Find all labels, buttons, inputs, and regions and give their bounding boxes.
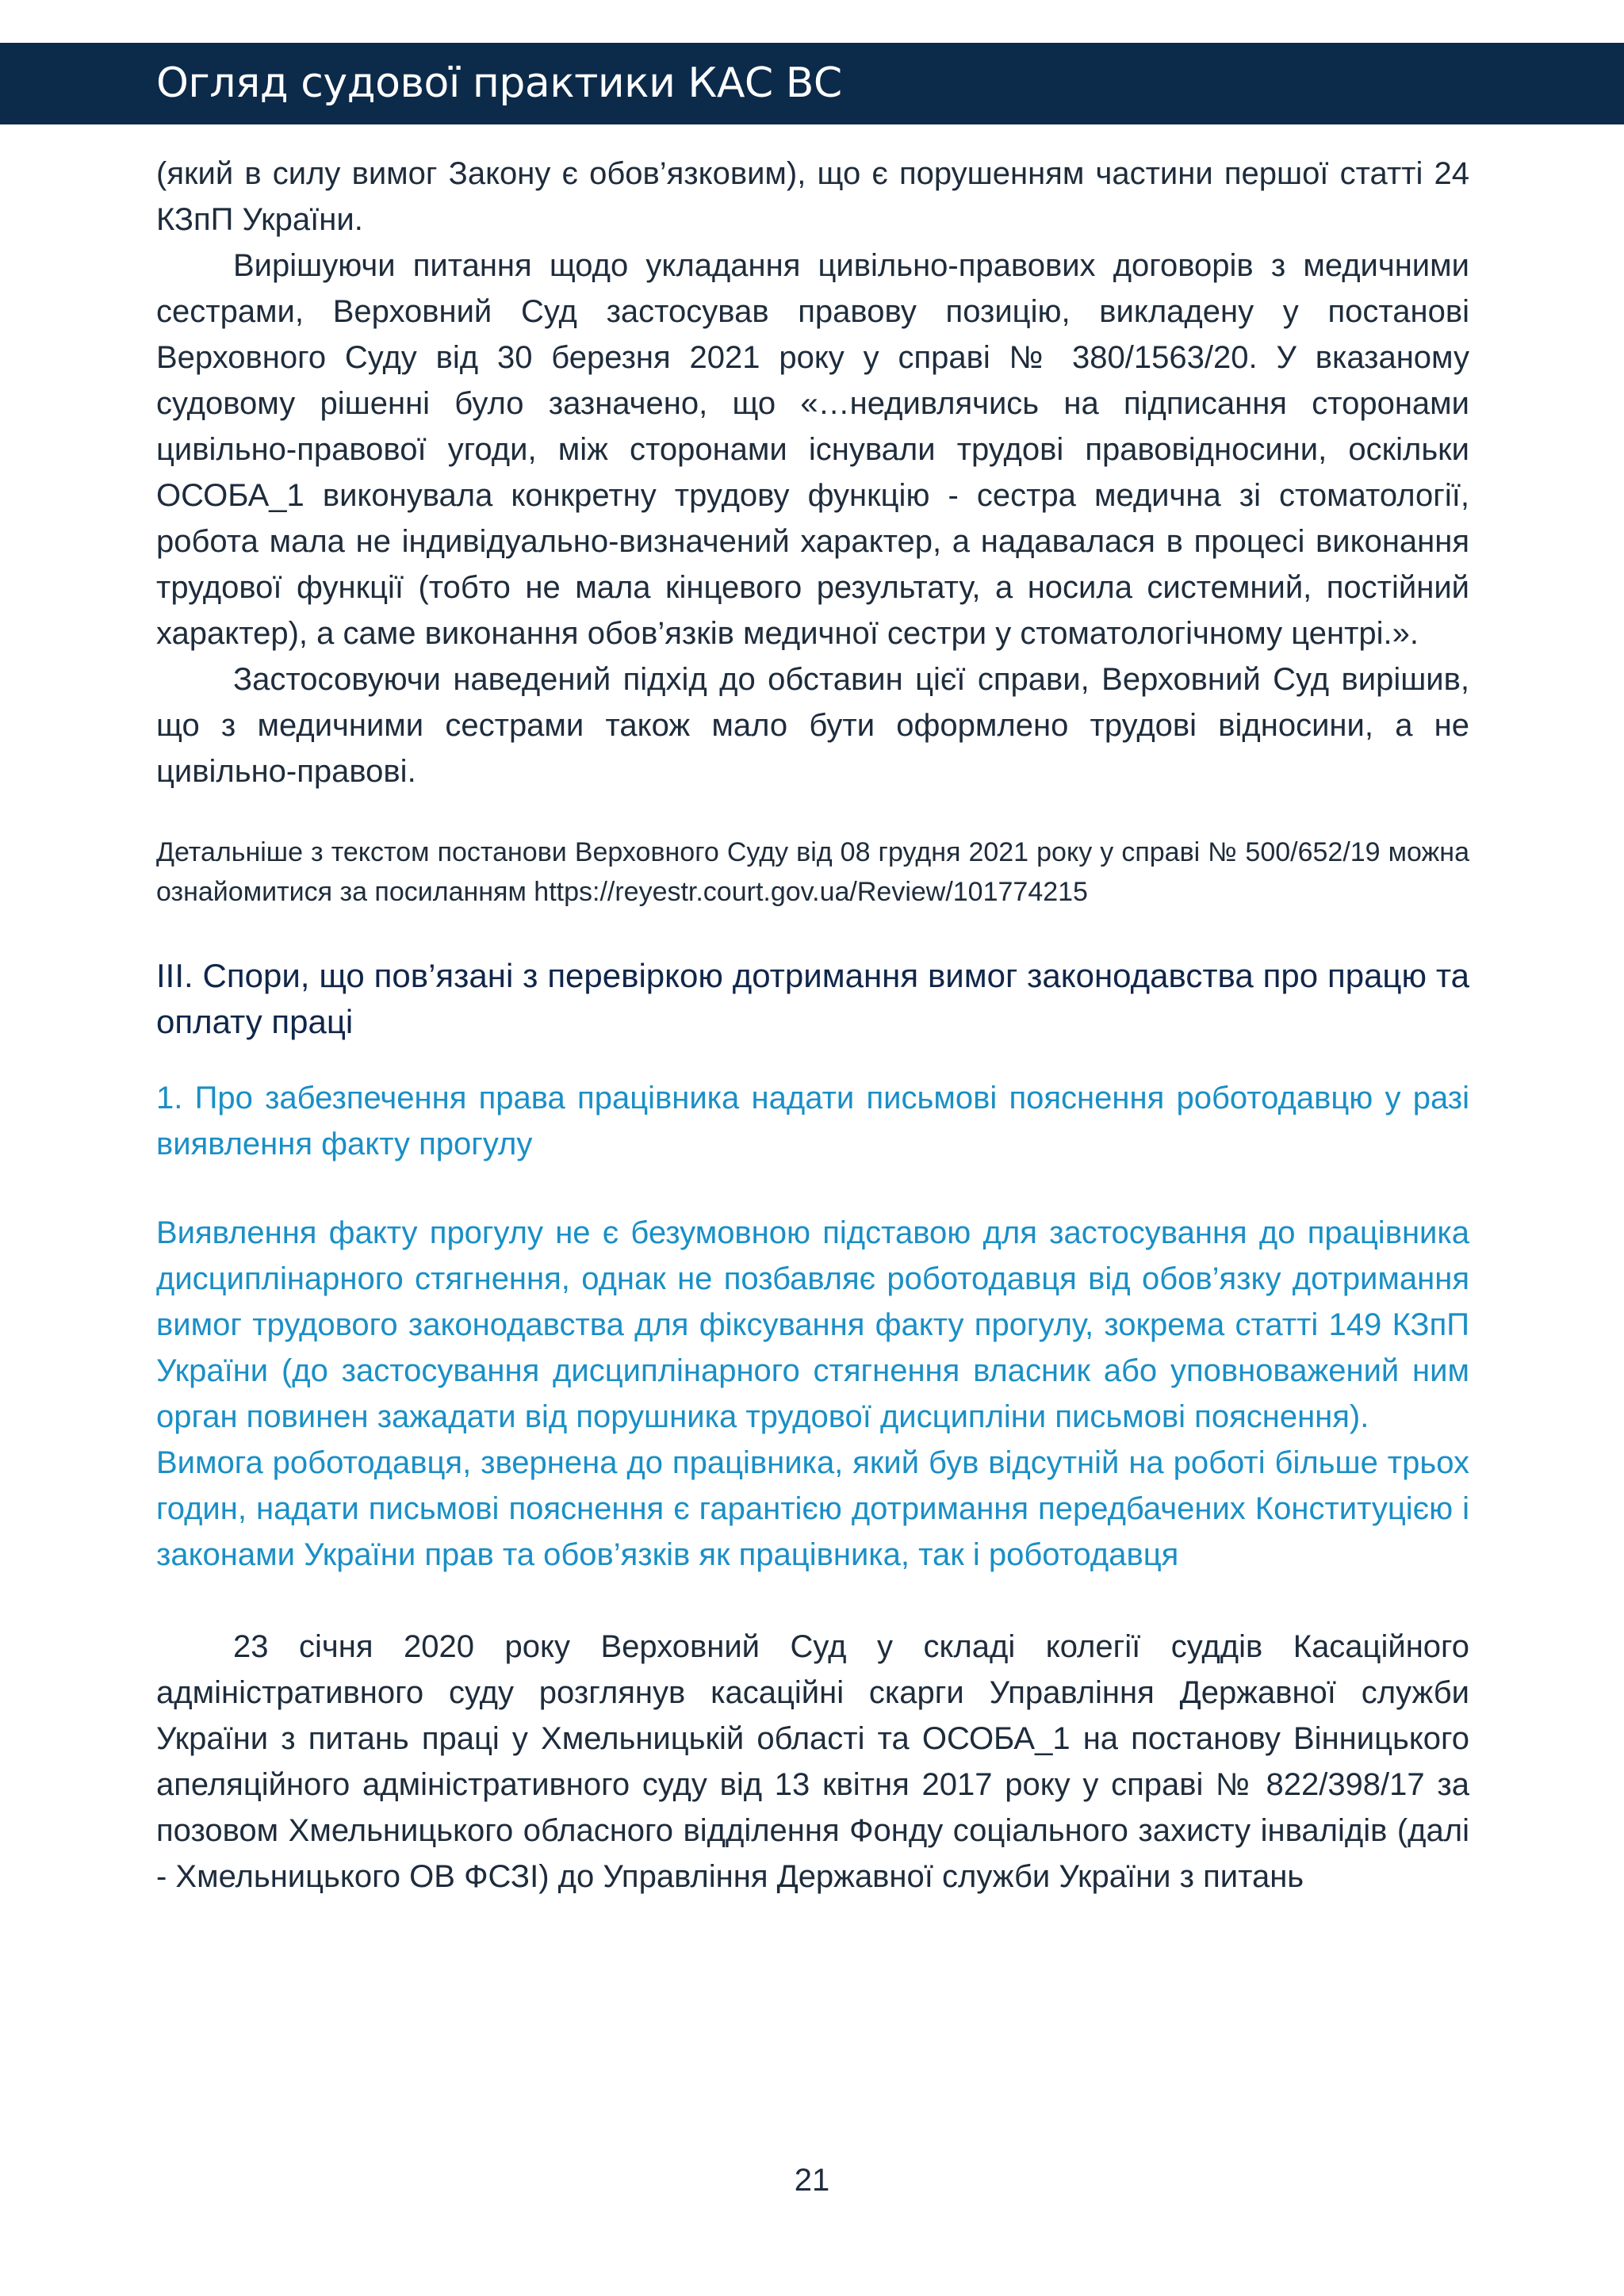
section-heading: ІІІ. Спори, що пов’язані з перевіркою дотримання вимог законодавства про працю та оплату праці xyxy=(156,957,1469,1040)
header-bar xyxy=(0,43,1624,124)
paragraph-continuation: (який в силу вимог Закону є обов’язковим), що є порушенням частини першої статті 24 КЗпП України. xyxy=(156,156,1469,237)
paragraph-legal-position: Вирішуючи питання щодо укладання цивільно-правових договорів з медичними сестрами, Верховний Суд застосував правову позицію, викладену у постанові Верховного Суду від 30 березня 2021 року у справі № 380/1563/20. У вказаному судовому рішенні було зазначено, що «…недивлячись на підписання сторонами цивільно-правової угоди, між сторонами існували трудові правовідносини, оскільки ОСОБА_1 виконувала конкретну трудову функцію - сестра медична зі стоматології, робота мала не індивідуально-визначений характер, а надавалася в процесі виконання трудової функції (тобто не мала кінцевого результату, а носила системний, постійний характер), а саме виконання обов’язків медичної сестри у стоматологічному центрі.». xyxy=(156,248,1469,651)
page-number: 21 xyxy=(794,2163,830,2198)
header-title: Огляд судової практики КАС ВС xyxy=(156,59,842,107)
paragraph-conclusion: Застосовуючи наведений підхід до обставин цієї справи, Верховний Суд вирішив, що з медичними сестрами також мало бути оформлено трудові відносини, а не цивільно-правові. xyxy=(156,662,1469,789)
case-description xyxy=(156,1624,1469,1900)
thesis-block xyxy=(156,1210,1469,1578)
subsection-heading: 1. Про забезпечення права працівника надати письмові пояснення роботодавцю у разі виявлення факту прогулу xyxy=(156,1081,1469,1161)
paragraph-case-facts: 23 січня 2020 року Верховний Суд у складі колегії суддів Касаційного адміністративного суду розглянув касаційні скарги Управління Державної служби України з питань праці у Хмельницькій області та ОСОБА_1 на постанову Вінницького апеляційного адміністративного суду від 13 квітня 2017 року у справі № 822/398/17 за позовом Хмельницького обласного відділення Фонду соціального захисту інвалідів (далі - Хмельницького ОВ ФСЗІ) до Управління Державної служби України з питань xyxy=(156,1629,1469,1894)
thesis-paragraph-2: Вимога роботодавця, звернена до працівника, який був відсутній на роботі більше трьох годин, надати письмові пояснення є гарантією дотримання передбачених Конституцією і законами України прав та обов’язків як працівника, так і роботодавця xyxy=(156,1445,1469,1572)
thesis-paragraph-1: Виявлення факту прогулу не є безумовною підставою для застосування до працівника дисциплінарного стягнення, однак не позбавляє роботодавця від обов’язку дотримання вимог трудового законодавства для фіксування факту прогулу, зокрема статті 149 КЗпП України (до застосування дисциплінарного стягнення власник або уповноважений ним орган повинен зажадати від порушника трудової дисципліни письмові пояснення). xyxy=(156,1215,1469,1434)
reference-note: Детальніше з текстом постанови Верховного Суду від 08 грудня 2021 року у справі № 500/652/19 можна ознайомитися за посиланням https://reyestr.court.gov.ua/Review/101774215 xyxy=(156,837,1469,907)
page-content xyxy=(156,151,1469,1900)
